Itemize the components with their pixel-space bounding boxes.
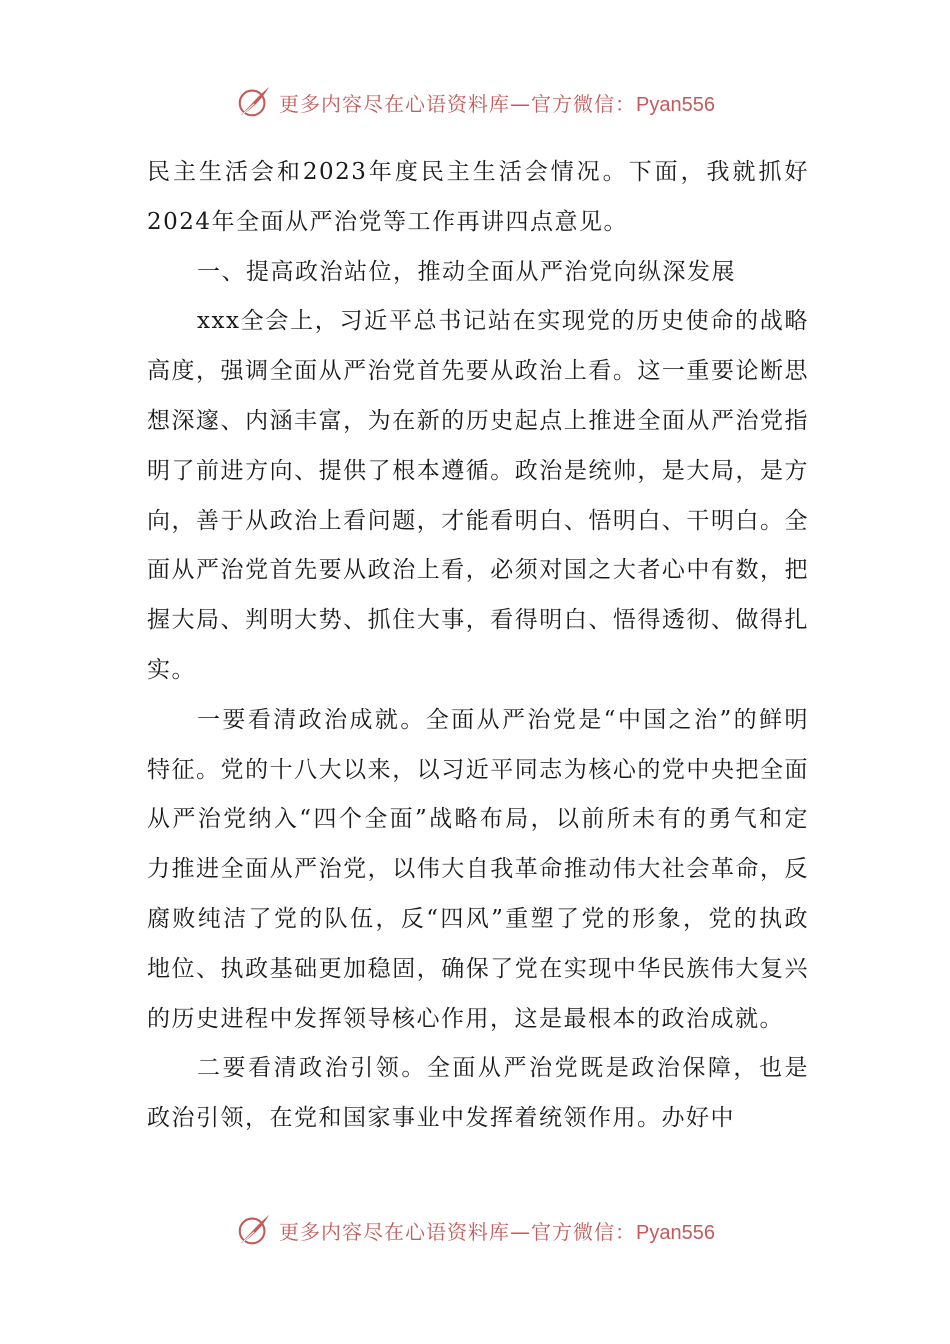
paragraph: 二要看清政治引领。全面从严治党既是政治保障，也是政治引领，在党和国家事业中发挥着统领作用。办好中 <box>147 1055 809 1132</box>
footer-banner-handle: Pyan556 <box>636 1221 715 1244</box>
quill-logo-icon <box>235 1211 273 1249</box>
paragraph: xxx全会上，习近平总书记站在实现党的历史使命的战略高度，强调全面从严治党首先要从政治上看。这一重要论断思想深邃、内涵丰富，为在新的历史起点上推进全面从严治党指明了前进方向、提供了根本遵循。政治是统帅，是大局，是方向，善于从政治上看问题，才能看明白、悟明白、干明白。全面从严治党首先要从政治上看，必须对国之大者心中有数，把握大局、判明大势、抓住大事，看得明白、悟得透彻、做得扎实。 <box>147 308 809 683</box>
header-banner-handle: Pyan556 <box>636 93 715 116</box>
quill-logo-icon <box>235 83 273 121</box>
header-banner-text <box>279 88 715 117</box>
header-banner <box>0 80 950 124</box>
footer-banner-label: 更多内容尽在心语资料库—官方微信： <box>279 1219 637 1244</box>
footer-banner-text <box>279 1216 715 1245</box>
paragraph-continuation: 民主生活会和2023年度民主生活会情况。下面，我就抓好2024年全面从严治党等工作再讲四点意见。 <box>147 159 809 235</box>
paragraph: 一要看清政治成就。全面从严治党是“中国之治”的鲜明特征。党的十八大以来，以习近平同志为核心的党中央把全面从严治党纳入“四个全面”战略布局，以前所未有的勇气和定力推进全面从严治党，以伟大自我革命推动伟大社会革命，反腐败纯洁了党的队伍，反“四风”重塑了党的形象，党的执政地位、执政基础更加稳固，确保了党在实现中华民族伟大复兴的历史进程中发挥领导核心作用，这是最根本的政治成就。 <box>147 706 809 1032</box>
footer-banner <box>0 1208 950 1252</box>
document-body <box>147 148 809 1144</box>
section-heading: 一、提高政治站位，推动全面从严治党向纵深发展 <box>197 258 736 285</box>
header-banner-label: 更多内容尽在心语资料库—官方微信： <box>279 91 637 116</box>
